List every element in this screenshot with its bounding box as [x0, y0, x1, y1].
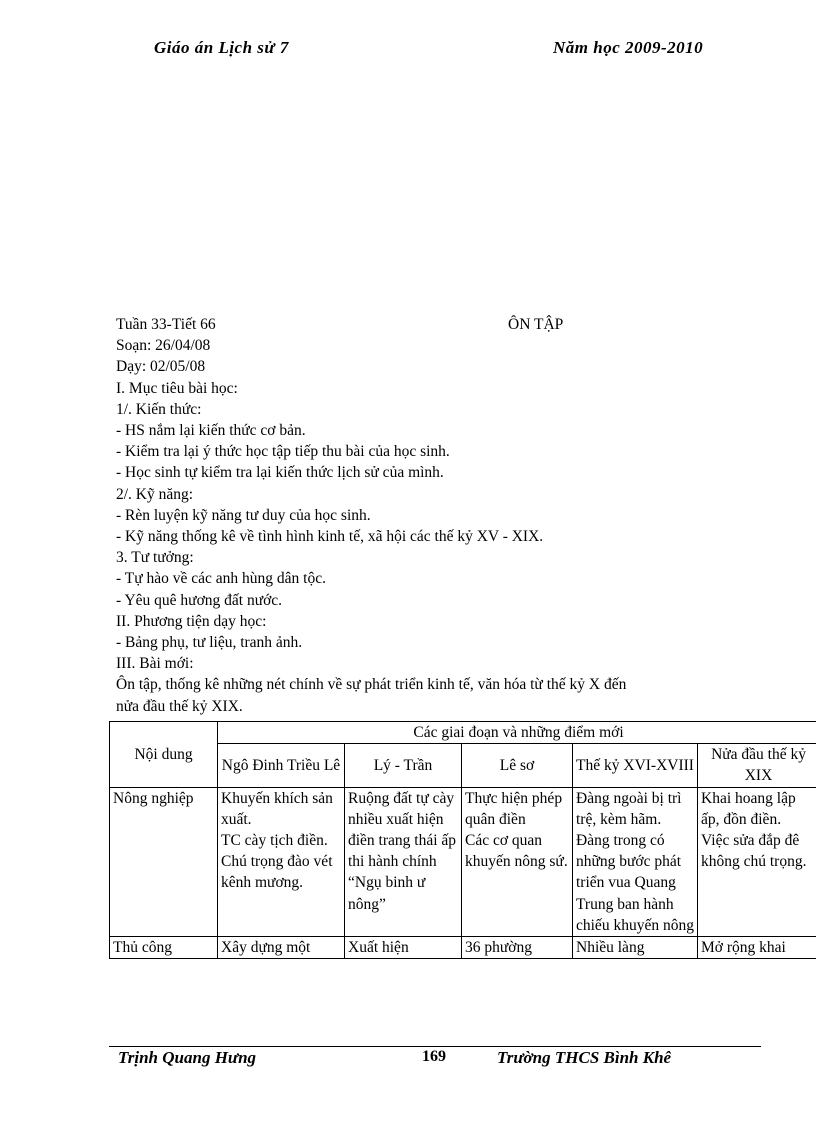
- table-row: [110, 937, 816, 959]
- table-cell: Xây dựng một: [218, 937, 345, 959]
- header-periods-group: Các giai đoạn và những điểm mới: [218, 722, 816, 744]
- table-cell: Nhiều làng: [573, 937, 698, 959]
- page-title: ÔN TẬP: [508, 316, 564, 333]
- footer-school: Trường THCS Bình Khê: [497, 1048, 672, 1067]
- table-cell: Mở rộng khai: [698, 937, 816, 959]
- header-period: Thế kỷ XVI-XVIII: [573, 744, 698, 787]
- subsection-heading: 2/. Kỹ năng:: [116, 485, 194, 503]
- header-school-year: Năm học 2009-2010: [553, 38, 704, 57]
- section-heading: II. Phương tiện dạy học:: [116, 612, 267, 630]
- table-cell: 36 phường: [462, 937, 573, 959]
- week-lesson: Tuần 33-Tiết 66: [116, 316, 216, 333]
- table-cell: Ruộng đất tự cày nhiều xuất hiện điền trang thái ấp thi hành chính “Ngụ binh ư nông”: [345, 787, 462, 936]
- header-period: Nửa đầu thế kỷ XIX: [698, 744, 816, 787]
- table-row: [110, 787, 816, 936]
- table-cell: Thực hiện phép quân điền Các cơ quan khuyến nông sứ.: [462, 787, 573, 936]
- text-line: - HS nắm lại kiến thức cơ bản.: [116, 422, 306, 440]
- section-heading: III. Bài mới:: [116, 655, 194, 673]
- text-line: - Kỹ năng thống kê về tình hình kinh tế, xã hội các thế kỷ XV - XIX.: [116, 528, 544, 546]
- header-subject: Giáo án Lịch sử 7: [154, 38, 289, 57]
- text-line: - Bảng phụ, tư liệu, tranh ảnh.: [116, 634, 303, 652]
- footer-author: Trịnh Quang Hưng: [118, 1048, 257, 1067]
- text-line: - Yêu quê hương đất nước.: [116, 591, 283, 609]
- text-line: nửa đầu thế kỷ XIX.: [116, 697, 243, 715]
- row-label: Nông nghiệp: [110, 787, 218, 936]
- page-number: 169: [422, 1048, 446, 1065]
- table-cell: Đàng ngoài bị trì trệ, kèm hãm. Đàng trong có những bước phát triển vua Quang Trung ban hành chiếu khuyến nông: [573, 787, 698, 936]
- table-cell: Khai hoang lập ấp, đồn điền. Việc sửa đắp đê không chú trọng.: [698, 787, 816, 936]
- text-line: - Kiểm tra lại ý thức học tập tiếp thu bài của học sinh.: [116, 443, 450, 461]
- text-line: Dạy: 02/05/08: [116, 358, 206, 376]
- review-table: [109, 721, 816, 959]
- title-row: [116, 314, 806, 335]
- header-content: Nội dung: [110, 722, 218, 788]
- text-line: Ôn tập, thống kê những nét chính về sự phát triển kinh tế, văn hóa từ thế kỷ X đến: [116, 676, 627, 694]
- text-line: Soạn: 26/04/08: [116, 337, 211, 355]
- section-heading: I. Mục tiêu bài học:: [116, 379, 238, 397]
- header-period: Lý - Trần: [345, 744, 462, 787]
- table-cell: Khuyến khích sản xuất. TC cày tịch điền. Chú trọng đào vét kênh mương.: [218, 787, 345, 936]
- review-table-wrapper: [109, 721, 816, 1046]
- text-line: - Rèn luyện kỹ năng tư duy của học sinh.: [116, 506, 371, 524]
- subsection-heading: 1/. Kiến thức:: [116, 400, 202, 418]
- footer-rule: [109, 1046, 761, 1047]
- text-line: - Tự hào về các anh hùng dân tộc.: [116, 570, 326, 588]
- header-period: Lê sơ: [462, 744, 573, 787]
- header-period: Ngô Đinh Triều Lê: [218, 744, 345, 787]
- row-label: Thủ công: [110, 937, 218, 959]
- subsection-heading: 3. Tư tưởng:: [116, 549, 194, 567]
- text-line: - Học sinh tự kiểm tra lại kiến thức lịch sử của mình.: [116, 464, 444, 482]
- lesson-body: [116, 314, 806, 717]
- table-cell: Xuất hiện: [345, 937, 462, 959]
- table-header-row: [110, 722, 816, 744]
